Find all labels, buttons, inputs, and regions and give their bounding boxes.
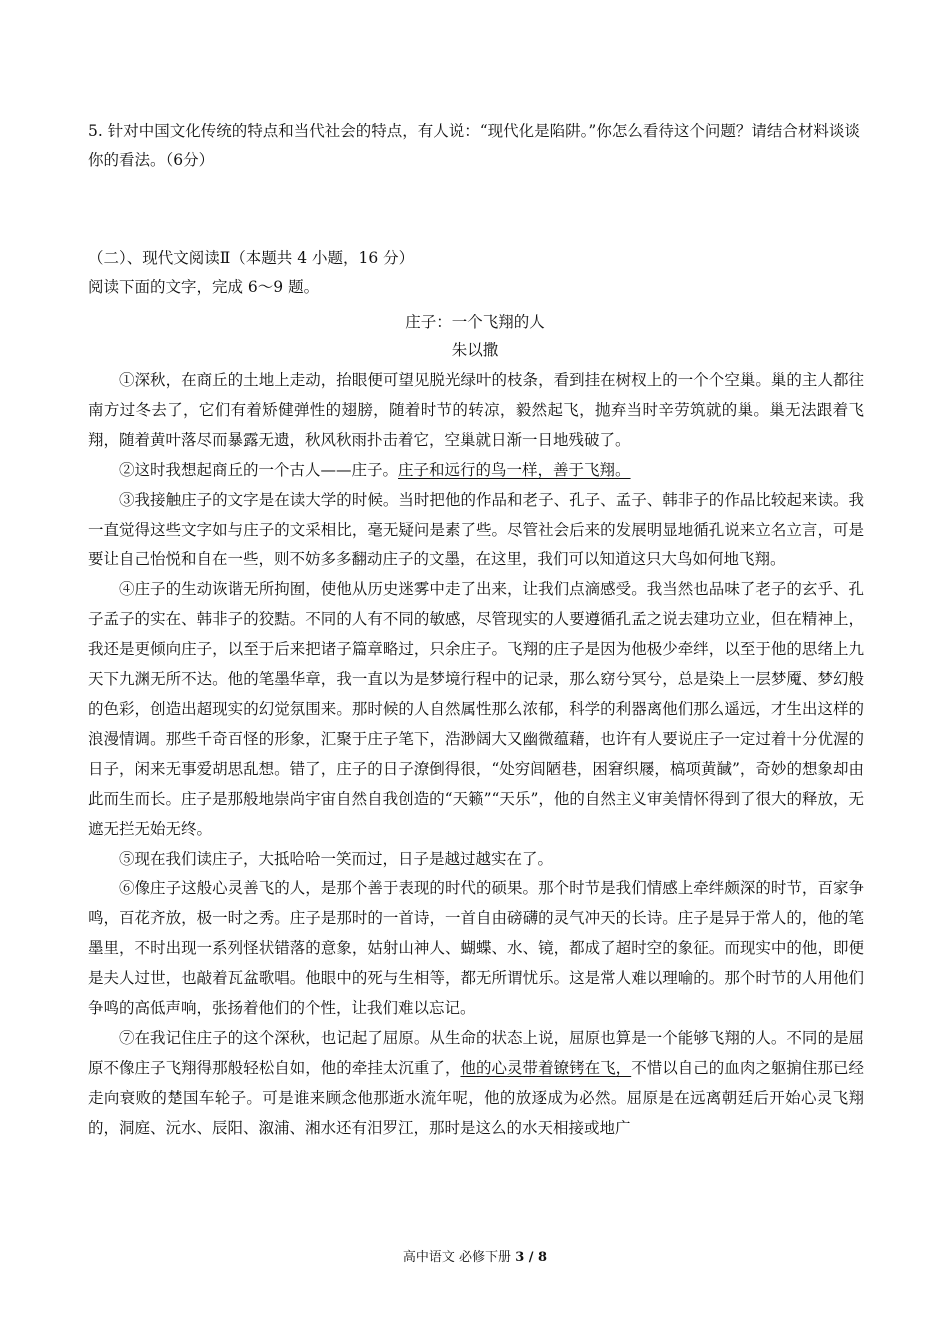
article-author: 朱以撒 — [451, 341, 499, 359]
paragraph-7-text-a: ⑦在我记住庄子的这个深秋，也记起了屈原。从生命的状态上说，屈原也算是一个能够飞翔的人。不同的是屈原不像庄子飞翔得那般轻松自如，他的牵挂太沉重了， — [88, 1028, 864, 1077]
paragraph-3: ③我接触庄子的文字是在读大学的时候。当时把他的作品和老子、孔子、孟子、韩非子的作品比较起来读。我一直觉得这些文字如与庄子的文采相比，毫无疑问是素了些。尽管社会后来的发展明显地循孔说来立名立言，可是要让自己怡悦和自在一些，则不妨多多翻动庄子的文墨，在这里，我们可以知道这只大鸟如何地飞翔。 — [88, 490, 864, 569]
page-footer — [0, 1248, 950, 1268]
underlined-sentence-2: 他的心灵带着镣铐在飞， — [460, 1058, 632, 1077]
paragraph-7 — [88, 1024, 864, 1144]
paragraph-2 — [88, 456, 864, 486]
underlined-sentence-1: 庄子和远行的鸟一样，善于飞翔。 — [398, 460, 631, 479]
footer-course: 高中语文 必修下册 — [402, 1250, 512, 1265]
footer-page-number: 3 / 8 — [515, 1250, 548, 1265]
question-5-text: 5. 针对中国文化传统的特点和当代社会的特点，有人说：“现代化是陷阱。”你怎么看待这个问题？请结合材料谈谈你的看法。（6分） — [88, 122, 860, 169]
paragraph-4: ④庄子的生动诙谐无所拘囿，使他从历史迷雾中走了出来，让我们点滴感受。我当然也品味了老子的玄乎、孔子孟子的实在、韩非子的狡黠。不同的人有不同的敏感，尽管现实的人要遵循孔孟之说去建功立业，但在精神上，我还是更倾向庄子，以至于后来把诸子篇章略过，只余庄子。飞翔的庄子是因为他极少牵绊，以至于他的思绪上九天下九渊无所不达。他的笔墨华章，我一直以为是梦境行程中的记录，那么窈兮冥兮，总是染上一层梦魇、梦幻般的色彩，创造出超现实的幻觉氛围来。那时候的人自然属性那么浓郁，科学的利器离他们那么遥远，才生出这样的浪漫情调。那些千奇百怪的形象，汇聚于庄子笔下，浩渺阔大又幽微蕴藉，也许有人要说庄子一定过着十分优渥的日子，闲来无事爱胡思乱想。错了，庄子的日子潦倒得很，“处穷闾陋巷，困窘织屦，槁项黄馘”，奇妙的想象却由此而生而长。庄子是那般地崇尚宇宙自然自我创造的“天籁”“天乐”，他的自然主义审美情怀得到了很大的释放，无遮无拦无始无终。 — [88, 580, 864, 838]
article-title: 庄子：一个飞翔的人 — [405, 313, 545, 331]
paragraph-2-text: ②这时我想起商丘的一个古人——庄子。 — [119, 460, 399, 479]
paragraph-1: ①深秋，在商丘的土地上走动，抬眼便可望见脱光绿叶的枝条，看到挂在树杈上的一个个空巢。巢的主人都往南方过冬去了，它们有着矫健弹性的翅膀，随着时节的转凉，毅然起飞，抛弃当时辛劳筑就的巢。巢无法跟着飞翔，随着黄叶落尽而暴露无遗，秋风秋雨扑击着它，空巢就日渐一日地残破了。 — [88, 371, 864, 449]
paragraph-5: ⑤现在我们读庄子，大抵哈哈一笑而过，日子是越过越实在了。 — [119, 849, 554, 868]
section-instruction: 阅读下面的文字，完成 6～9 题。 — [88, 278, 320, 296]
section-heading: （二）、现代文阅读Ⅱ（本题共 4 小题，16 分） — [88, 249, 415, 267]
paragraph-6: ⑥像庄子这般心灵善飞的人，是那个善于表现的时代的硕果。那个时节是我们情感上牵绊颇深的时节，百家争鸣，百花齐放，极一时之秀。庄子是那时的一首诗，一首自由磅礴的灵气冲天的长诗。庄子是异于常人的，他的笔墨里，不时出现一系列怪状错落的意象，姑射山神人、蝴蝶、水、镜，都成了超时空的象征。而现实中的他，即便是夫人过世，也敲着瓦盆歌唱。他眼中的死与生相等，都无所谓忧乐。这是常人难以理喻的。那个时节的人用他们争鸣的高低声响，张扬着他们的个性，让我们难以忘记。 — [88, 879, 864, 1018]
question-5 — [88, 117, 864, 175]
paragraph-7-text-b: 不惜以自己的血肉之躯掮住那已经走向衰败的楚国车轮子。可是谁来顾念他那逝水流年呢，他的放逐成为必然。屈原是在远离朝廷后开始心灵飞翔的，洞庭、沅水、辰阳、溆浦、湘水还有汨罗江，那时是这么的水天相接或地广 — [88, 1058, 864, 1137]
article-body — [88, 366, 864, 1144]
